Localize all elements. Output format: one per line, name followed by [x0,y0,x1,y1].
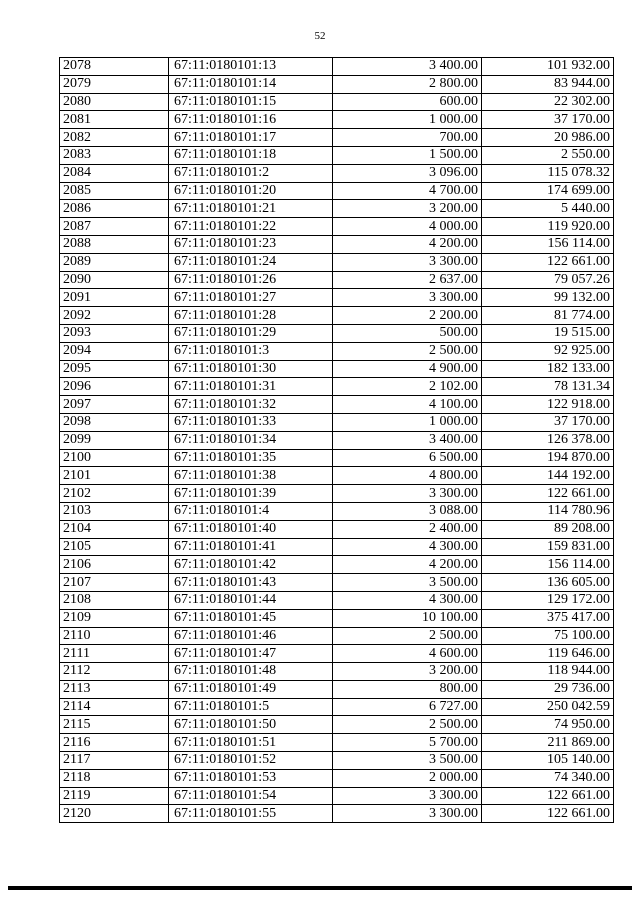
area-cell: 3 300.00 [333,485,482,503]
area-cell: 3 300.00 [333,787,482,805]
cadastral-number-cell: 67:11:0180101:18 [169,146,333,164]
cadastral-value-cell: 129 172.00 [482,591,614,609]
table-row [60,609,614,627]
table-row [60,342,614,360]
row-number-cell: 2111 [60,645,169,663]
area-cell: 3 500.00 [333,752,482,770]
cadastral-value-cell: 250 042.59 [482,698,614,716]
area-cell: 1 000.00 [333,111,482,129]
row-number-cell: 2081 [60,111,169,129]
area-cell: 2 637.00 [333,271,482,289]
row-number-cell: 2108 [60,591,169,609]
cadastral-value-cell: 136 605.00 [482,574,614,592]
area-cell: 4 200.00 [333,235,482,253]
table-row [60,663,614,681]
row-number-cell: 2093 [60,324,169,342]
area-cell: 3 200.00 [333,663,482,681]
row-number-cell: 2084 [60,164,169,182]
cadastral-number-cell: 67:11:0180101:23 [169,235,333,253]
area-cell: 4 000.00 [333,218,482,236]
cadastral-number-cell: 67:11:0180101:5 [169,698,333,716]
area-cell: 5 700.00 [333,734,482,752]
cadastral-number-cell: 67:11:0180101:32 [169,396,333,414]
area-cell: 6 727.00 [333,698,482,716]
area-cell: 4 300.00 [333,538,482,556]
area-cell: 500.00 [333,324,482,342]
area-cell: 2 500.00 [333,716,482,734]
row-number-cell: 2102 [60,485,169,503]
page-number: 52 [314,30,326,42]
row-number-cell: 2119 [60,787,169,805]
cadastral-value-cell: 5 440.00 [482,200,614,218]
table-row [60,734,614,752]
row-number-cell: 2092 [60,307,169,325]
row-number-cell: 2103 [60,502,169,520]
cadastral-number-cell: 67:11:0180101:27 [169,289,333,307]
cadastral-number-cell: 67:11:0180101:20 [169,182,333,200]
row-number-cell: 2118 [60,769,169,787]
table-row [60,93,614,111]
row-number-cell: 2099 [60,431,169,449]
table-row [60,111,614,129]
cadastral-number-cell: 67:11:0180101:34 [169,431,333,449]
table-row [60,413,614,431]
area-cell: 3 400.00 [333,431,482,449]
row-number-cell: 2095 [60,360,169,378]
cadastral-number-cell: 67:11:0180101:14 [169,75,333,93]
cadastral-value-cell: 99 132.00 [482,289,614,307]
cadastral-value-cell: 81 774.00 [482,307,614,325]
area-cell: 3 096.00 [333,164,482,182]
cadastral-number-cell: 67:11:0180101:31 [169,378,333,396]
area-cell: 4 100.00 [333,396,482,414]
table-row [60,182,614,200]
row-number-cell: 2079 [60,75,169,93]
cadastral-value-cell: 37 170.00 [482,111,614,129]
row-number-cell: 2096 [60,378,169,396]
cadastral-value-cell: 2 550.00 [482,146,614,164]
cadastral-number-cell: 67:11:0180101:46 [169,627,333,645]
cadastral-value-cell: 118 944.00 [482,663,614,681]
cadastral-value-cell: 74 950.00 [482,716,614,734]
area-cell: 3 300.00 [333,805,482,823]
table-row [60,591,614,609]
cadastral-value-cell: 122 661.00 [482,485,614,503]
cadastral-value-cell: 182 133.00 [482,360,614,378]
table-row [60,58,614,76]
cadastral-number-cell: 67:11:0180101:16 [169,111,333,129]
cadastral-number-cell: 67:11:0180101:35 [169,449,333,467]
row-number-cell: 2113 [60,680,169,698]
area-cell: 3 500.00 [333,574,482,592]
table-row [60,378,614,396]
table-row [60,467,614,485]
table-row [60,556,614,574]
row-number-cell: 2112 [60,663,169,681]
cadastral-value-cell: 37 170.00 [482,413,614,431]
row-number-cell: 2089 [60,253,169,271]
row-number-cell: 2098 [60,413,169,431]
cadastral-number-cell: 67:11:0180101:26 [169,271,333,289]
cadastral-number-cell: 67:11:0180101:42 [169,556,333,574]
cadastral-number-cell: 67:11:0180101:55 [169,805,333,823]
cadastral-value-cell: 122 661.00 [482,805,614,823]
cadastral-number-cell: 67:11:0180101:51 [169,734,333,752]
cadastral-number-cell: 67:11:0180101:29 [169,324,333,342]
cadastral-number-cell: 67:11:0180101:15 [169,93,333,111]
area-cell: 600.00 [333,93,482,111]
area-cell: 1 500.00 [333,146,482,164]
area-cell: 4 700.00 [333,182,482,200]
cadastral-value-cell: 122 918.00 [482,396,614,414]
row-number-cell: 2094 [60,342,169,360]
area-cell: 800.00 [333,680,482,698]
cadastral-number-cell: 67:11:0180101:50 [169,716,333,734]
row-number-cell: 2097 [60,396,169,414]
cadastral-number-cell: 67:11:0180101:28 [169,307,333,325]
cadastral-number-cell: 67:11:0180101:47 [169,645,333,663]
table-row [60,431,614,449]
table-row [60,485,614,503]
cadastral-number-cell: 67:11:0180101:39 [169,485,333,503]
area-cell: 2 200.00 [333,307,482,325]
cadastral-value-cell: 20 986.00 [482,129,614,147]
table-row [60,396,614,414]
area-cell: 4 600.00 [333,645,482,663]
table-row [60,235,614,253]
cadastral-number-cell: 67:11:0180101:22 [169,218,333,236]
cadastral-value-cell: 115 078.32 [482,164,614,182]
cadastral-value-cell: 211 869.00 [482,734,614,752]
row-number-cell: 2114 [60,698,169,716]
cadastral-value-cell: 78 131.34 [482,378,614,396]
cadastral-value-cell: 79 057.26 [482,271,614,289]
row-number-cell: 2078 [60,58,169,76]
row-number-cell: 2087 [60,218,169,236]
cadastral-value-cell: 194 870.00 [482,449,614,467]
cadastral-value-cell: 122 661.00 [482,253,614,271]
row-number-cell: 2085 [60,182,169,200]
area-cell: 2 800.00 [333,75,482,93]
cadastral-value-cell: 119 646.00 [482,645,614,663]
cadastral-value-cell: 144 192.00 [482,467,614,485]
row-number-cell: 2115 [60,716,169,734]
cadastral-value-cell: 119 920.00 [482,218,614,236]
cadastral-value-cell: 74 340.00 [482,769,614,787]
cadastral-value-cell: 126 378.00 [482,431,614,449]
row-number-cell: 2105 [60,538,169,556]
table-row [60,574,614,592]
row-number-cell: 2082 [60,129,169,147]
table-row [60,324,614,342]
cadastral-value-cell: 89 208.00 [482,520,614,538]
cadastral-number-cell: 67:11:0180101:17 [169,129,333,147]
cadastral-number-cell: 67:11:0180101:40 [169,520,333,538]
area-cell: 4 800.00 [333,467,482,485]
cadastral-value-cell: 122 661.00 [482,787,614,805]
table-row [60,75,614,93]
cadastral-value-cell: 159 831.00 [482,538,614,556]
row-number-cell: 2101 [60,467,169,485]
cadastral-number-cell: 67:11:0180101:2 [169,164,333,182]
table-row [60,716,614,734]
cadastral-value-cell: 105 140.00 [482,752,614,770]
row-number-cell: 2107 [60,574,169,592]
cadastral-value-cell: 174 699.00 [482,182,614,200]
table-row [60,769,614,787]
cadastral-number-cell: 67:11:0180101:52 [169,752,333,770]
area-cell: 3 088.00 [333,502,482,520]
area-cell: 4 300.00 [333,591,482,609]
table-row [60,146,614,164]
table-row [60,787,614,805]
table-row [60,307,614,325]
cadastral-value-cell: 114 780.96 [482,502,614,520]
area-cell: 3 200.00 [333,200,482,218]
cadastral-number-cell: 67:11:0180101:21 [169,200,333,218]
area-cell: 3 400.00 [333,58,482,76]
cadastral-number-cell: 67:11:0180101:49 [169,680,333,698]
table-row [60,538,614,556]
table-row [60,218,614,236]
cadastral-number-cell: 67:11:0180101:3 [169,342,333,360]
area-cell: 2 500.00 [333,627,482,645]
cadastral-value-cell: 156 114.00 [482,556,614,574]
cadastral-number-cell: 67:11:0180101:54 [169,787,333,805]
table-row [60,752,614,770]
table-row [60,502,614,520]
table-row [60,449,614,467]
row-number-cell: 2117 [60,752,169,770]
row-number-cell: 2086 [60,200,169,218]
table-row [60,360,614,378]
cadastral-number-cell: 67:11:0180101:13 [169,58,333,76]
cadastral-number-cell: 67:11:0180101:53 [169,769,333,787]
table-row [60,698,614,716]
area-cell: 2 500.00 [333,342,482,360]
row-number-cell: 2104 [60,520,169,538]
cadastral-value-cell: 29 736.00 [482,680,614,698]
row-number-cell: 2088 [60,235,169,253]
cadastral-number-cell: 67:11:0180101:48 [169,663,333,681]
row-number-cell: 2109 [60,609,169,627]
area-cell: 700.00 [333,129,482,147]
footer-divider [8,886,632,890]
cadastral-value-cell: 101 932.00 [482,58,614,76]
cadastral-value-cell: 156 114.00 [482,235,614,253]
table-row [60,129,614,147]
row-number-cell: 2120 [60,805,169,823]
row-number-cell: 2110 [60,627,169,645]
area-cell: 2 400.00 [333,520,482,538]
area-cell: 4 900.00 [333,360,482,378]
row-number-cell: 2090 [60,271,169,289]
cadastral-number-cell: 67:11:0180101:24 [169,253,333,271]
row-number-cell: 2106 [60,556,169,574]
cadastral-number-cell: 67:11:0180101:38 [169,467,333,485]
area-cell: 4 200.00 [333,556,482,574]
table-row [60,805,614,823]
area-cell: 3 300.00 [333,253,482,271]
area-cell: 6 500.00 [333,449,482,467]
cadastral-value-cell: 22 302.00 [482,93,614,111]
table-row [60,271,614,289]
table-body [60,58,614,823]
table-row [60,289,614,307]
cadastral-number-cell: 67:11:0180101:44 [169,591,333,609]
row-number-cell: 2091 [60,289,169,307]
row-number-cell: 2083 [60,146,169,164]
table-row [60,520,614,538]
cadastral-number-cell: 67:11:0180101:45 [169,609,333,627]
cadastral-number-cell: 67:11:0180101:4 [169,502,333,520]
area-cell: 1 000.00 [333,413,482,431]
area-cell: 2 102.00 [333,378,482,396]
row-number-cell: 2100 [60,449,169,467]
cadastral-number-cell: 67:11:0180101:30 [169,360,333,378]
cadastral-number-cell: 67:11:0180101:43 [169,574,333,592]
table-row [60,164,614,182]
area-cell: 2 000.00 [333,769,482,787]
cadastral-value-cell: 19 515.00 [482,324,614,342]
cadastral-value-cell: 83 944.00 [482,75,614,93]
cadastral-number-cell: 67:11:0180101:33 [169,413,333,431]
cadastral-value-cell: 375 417.00 [482,609,614,627]
table-row [60,680,614,698]
table-row [60,645,614,663]
table-row [60,200,614,218]
cadastral-number-cell: 67:11:0180101:41 [169,538,333,556]
table-row [60,253,614,271]
cadastral-value-cell: 75 100.00 [482,627,614,645]
table-row [60,627,614,645]
cadastral-value-table [59,57,614,823]
area-cell: 10 100.00 [333,609,482,627]
row-number-cell: 2116 [60,734,169,752]
cadastral-value-cell: 92 925.00 [482,342,614,360]
area-cell: 3 300.00 [333,289,482,307]
row-number-cell: 2080 [60,93,169,111]
